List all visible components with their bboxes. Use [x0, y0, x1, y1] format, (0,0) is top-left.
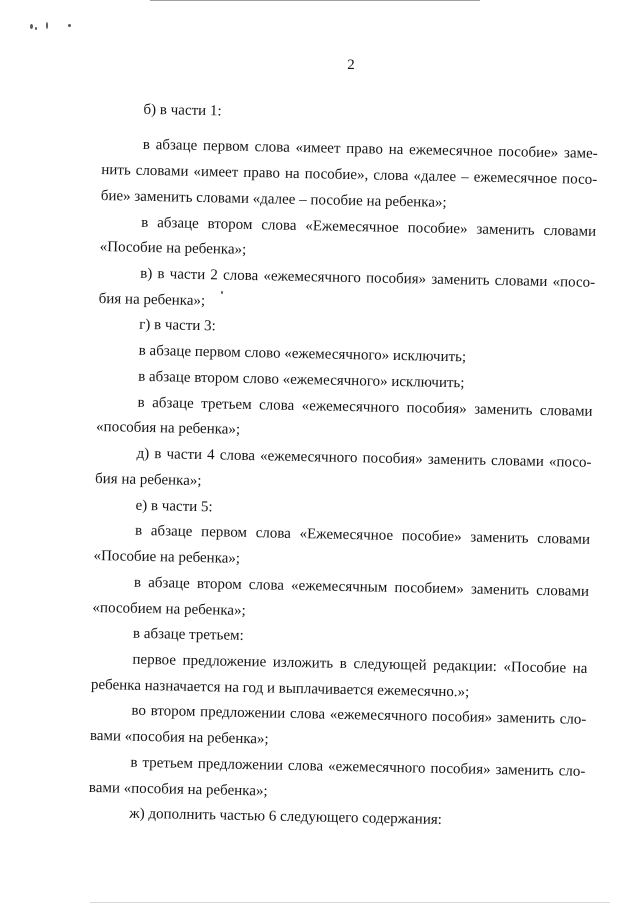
paragraph-line: вами «пособия на ребенка»;	[88, 779, 268, 800]
paragraph-line: бие» заменить словами «далее – пособие на ребенка»;	[100, 187, 447, 211]
scan-speck	[46, 22, 48, 29]
paragraph-line: «Пособие на ребенка»;	[99, 239, 247, 259]
paragraph-line: в третьем предложении слова «ежемесячного пособия» заменить сло-	[130, 754, 586, 780]
scan-speck	[30, 24, 33, 29]
scan-edge-bottom	[90, 902, 610, 903]
paragraph-line: в абзаце втором слова «Ежемесячное пособие» заменить словами	[141, 214, 597, 240]
scan-speck	[68, 24, 71, 27]
paragraph-line: в абзаце первом слово «ежемесячного» исключить;	[138, 342, 467, 366]
paragraph-line: «пособием на ребенка»;	[92, 599, 246, 619]
paragraph-line: в) в части 2 слова «ежемесячного пособия» заменить словами «посо-	[140, 265, 596, 291]
paragraph-line: в абзаце третьем:	[132, 625, 244, 645]
paragraph-line: «Пособие на ребенка»;	[93, 547, 241, 567]
scan-speck	[35, 27, 37, 30]
paragraph-line: ж) дополнить частью 6 следующего содержания:	[129, 806, 443, 829]
paragraph-line: г) в части 3:	[139, 317, 216, 335]
page-number: 2	[347, 57, 355, 73]
paragraph-line: ребенка назначается на год и выплачивается ежемесячно.»;	[90, 676, 470, 701]
paragraph-line: в абзаце первом слова «Ежемесячное пособие» заменить словами	[134, 523, 591, 549]
paragraph-line: е) в части 5:	[135, 497, 213, 515]
paragraph-line: в абзаце первом слова «имеет право на ежемесячное пособие» заме-	[142, 137, 598, 163]
paragraph	[95, 441, 592, 502]
paragraph-line: во втором предложении слова «ежемесячного пособия» заменить сло-	[131, 703, 587, 729]
paragraph-line: в абзаце втором слово «ежемесячного» исключить;	[137, 368, 465, 392]
paragraph-line: первое предложение изложить в следующей редакции: «Пособие на	[132, 651, 588, 677]
paragraph-line: нить словами «имеет право на пособие», слова «далее – ежемесячное посо-	[101, 162, 598, 189]
paragraph	[102, 97, 598, 133]
paragraph-line: в абзаце втором слова «ежемесячным пособием» заменить словами	[133, 574, 590, 600]
scan-edge-top	[150, 0, 480, 1]
document-body	[87, 85, 599, 837]
paragraph-line: д) в части 4 слова «ежемесячного пособия» заменить словами «посо-	[136, 445, 592, 472]
paragraph-line: бия на ребенка»;	[94, 470, 202, 489]
paragraph-line: бия на ребенка»;	[98, 290, 206, 309]
paragraph-line: б) в части 1:	[143, 102, 222, 120]
paragraph	[101, 132, 598, 219]
paragraph-line: вами «пособия на ребенка»;	[89, 728, 269, 748]
paragraph-line: в абзаце третьем слова «ежемесячного пособия» заменить словами	[137, 394, 593, 420]
paragraph-line: «пособия на ребенка»;	[95, 419, 241, 439]
